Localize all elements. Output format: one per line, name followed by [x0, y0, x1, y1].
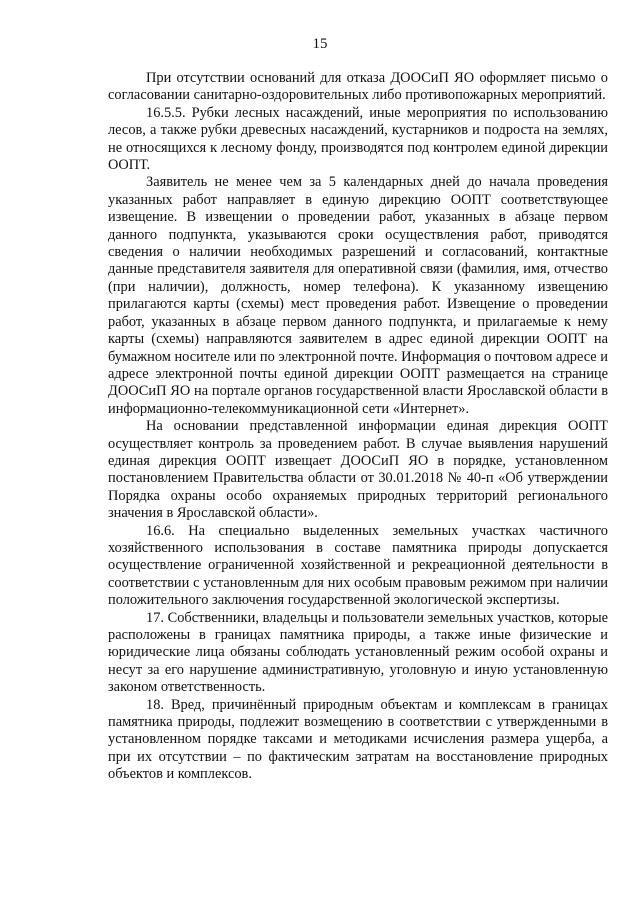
document-body: [108, 70, 608, 784]
paragraph-refusal-letter: При отсутствии оснований для отказа ДООСиП ЯО оформляет письмо о согласовании санитарно-оздоровительных либо противопожарных мероприятий.: [108, 70, 608, 104]
paragraph-16-6: 16.6. На специально выделенных земельных участках частичного хозяйственного использования в составе памятника природы допускается осуществление ограниченной хозяйственной и рекреационной деятельности в соответствии с установленным для них особым правовым режимом при наличии положительного заключения государственной экологической экспертизы.: [108, 522, 608, 609]
paragraph-16-5-5: 16.5.5. Рубки лесных насаждений, иные мероприятия по использованию лесов, а также рубки древесных насаждений, кустарников и подроста на землях, не относящихся к лесному фонду, производятся под контролем единой дирекции ООПТ.: [108, 104, 608, 174]
page-number: 15: [312, 36, 328, 52]
paragraph-applicant-notice: Заявитель не менее чем за 5 календарных дней до начала проведения указанных работ направляет в единую дирекцию ООПТ соответствующее извещение. В извещении о проведении работ, указанных в абзаце первом данного подпункта, указываются сроки осуществления работ, приводятся сведения о наличии необходимых разрешений и согласований, контактные данные представителя заявителя для оперативной связи (фамилия, имя, отчество (при наличии), должность, номер телефона). К указанному извещению прилагаются карты (схемы) мест проведения работ. Извещение о проведении работ, указанных в абзаце первом данного подпункта, и прилагаемые к нему карты (схемы) направляются заявителем в адрес единой дирекции ООПТ на бумажном носителе или по электронной почте. Информация о почтовом адресе и адресе электронной почты единой дирекции ООПТ размещается на странице ДООСиП ЯО на портале органов государственной власти Ярославской области в информационно-телекоммуникационной сети «Интернет».: [108, 174, 608, 417]
paragraph-18: 18. Вред, причинённый природным объектам и комплексам в границах памятника природы, подлежит возмещению в соответствии с утвержденными в установленном порядке таксами и методиками исчисления размера ущерба, а при их отсутствии – по фактическим затратам на восстановление природных объектов и комплексов.: [108, 696, 608, 783]
paragraph-control: На основании представленной информации единая дирекция ООПТ осуществляет контроль за проведением работ. В случае выявления нарушений единая дирекция ООПТ извещает ДООСиП ЯО в порядке, установленном постановлением Правительства области от 30.01.2018 № 40-п «Об утверждении Порядка охраны особо охраняемых природных территорий регионального значения в Ярославской области».: [108, 418, 608, 522]
paragraph-17: 17. Собственники, владельцы и пользователи земельных участков, которые расположены в границах памятника природы, а также иные физические и юридические лица обязаны соблюдать установленный режим особой охраны и несут за его нарушение административную, уголовную и иную установленную законом ответственность.: [108, 609, 608, 696]
